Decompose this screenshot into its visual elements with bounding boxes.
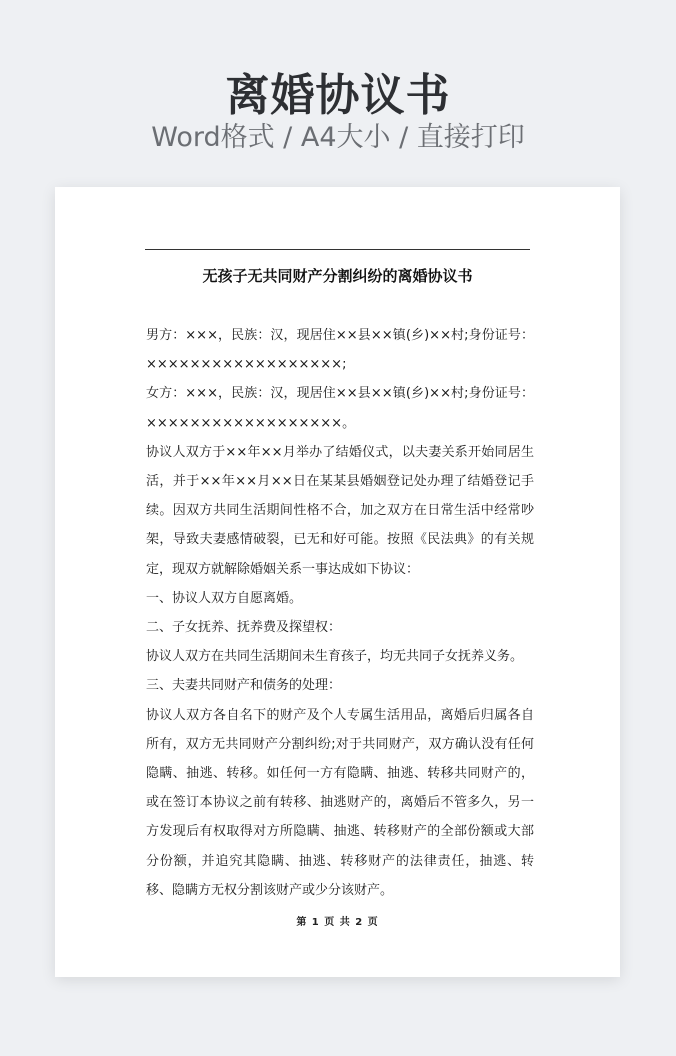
document-body [146, 321, 534, 905]
clause-2-body: 协议人双方在共同生活期间未生育孩子，均无共同子女抚养义务。 [146, 649, 524, 665]
clause-3-body: 协议人双方各自名下的财产及个人专属生活用品，离婚后归属各自所有，双方无共同财产分割纠纷;对于共同财产，双方确认没有任何隐瞒、抽逃、转移。如任何一方有隐瞒、抽逃、转移共同财产的，或在签订本协议之前有转移、抽逃财产的，离婚后不管多久，另一方发现后有权取得对方所隐瞒、抽逃、转移财产的全部份额或大部分份额，并追究其隐瞒、抽逃、转移财产的法律责任，抽逃、转移、隐瞒方无权分割该财产或少分该财产。 [146, 707, 534, 898]
page-number: 第 1 页 共 2 页 [296, 917, 379, 928]
banner-subtitle: Word格式 / A4大小 / 直接打印 [151, 122, 525, 153]
clause-3-heading: 三、夫妻共同财产和债务的处理： [146, 678, 342, 694]
paragraph-background: 协议人双方于××年××月举办了结婚仪式，以夫妻关系开始同居生活，并于××年××月××日在某某县婚姻登记处办理了结婚登记手续。因双方共同生活期间性格不合，加之双方在日常生活中经常吵架，导致夫妻感情破裂，已无和好可能。按照《民法典》的有关规定，现双方就解除婚姻关系一事达成如下协议： [146, 444, 534, 577]
document-heading: 无孩子无共同财产分割纠纷的离婚协议书 [202, 267, 473, 285]
clause-2-heading: 二、子女抚养、抚养费及探望权： [146, 620, 342, 636]
banner-title: 离婚协议书 [225, 70, 451, 121]
header-rule [145, 249, 530, 250]
paragraph-husband: 男方：×××，民族：汉，现居住××县××镇(乡)××村;身份证号：××××××××××××××××××; [146, 328, 534, 373]
document-page [55, 187, 620, 977]
clause-1: 一、协议人双方自愿离婚。 [146, 590, 303, 606]
paragraph-wife: 女方：×××，民族：汉，现居住××县××镇(乡)××村;身份证号：××××××××××××××××××。 [146, 386, 534, 431]
